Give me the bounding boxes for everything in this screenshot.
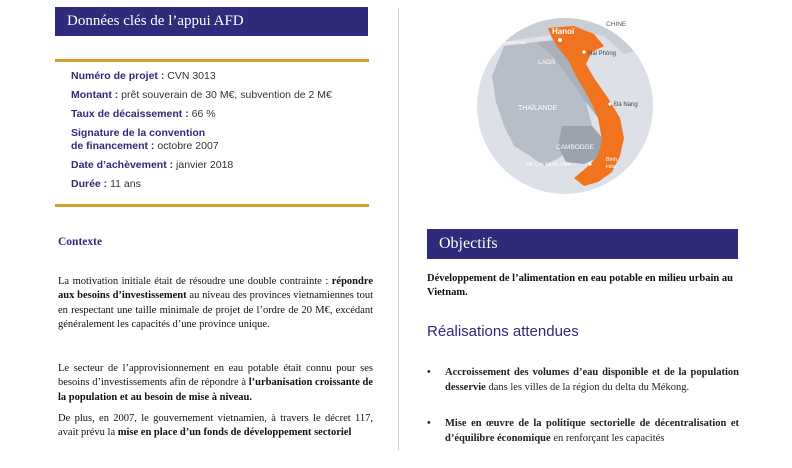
results-list bbox=[427, 366, 739, 468]
myanmar-label: BIRMANIE bbox=[504, 40, 526, 45]
amount-row: Montant : prêt souverain de 30 M€, subvention de 2 M€ bbox=[71, 89, 332, 101]
key-data-header: Données clés de l’appui AFD bbox=[55, 7, 368, 36]
haiphong-label: Hai Phòng bbox=[588, 51, 617, 57]
hanoi-marker bbox=[558, 38, 562, 42]
china-label: CHINE bbox=[606, 21, 627, 28]
duration-row: Durée : 11 ans bbox=[71, 178, 141, 190]
context-paragraph-2: Le secteur de l’approvisionnement en eau potable était connu pour ses besoins d’investissements afin de répondre à l’urbanisation croissante de la population et au besoin de mise à niveau. bbox=[58, 363, 373, 403]
results-title: Réalisations attendues bbox=[427, 323, 579, 340]
list-item: • Accroissement des volumes d’eau disponible et de la population desservie dans les villes de la région du delta du Mékong. bbox=[427, 366, 739, 395]
hcmc-marker bbox=[588, 162, 591, 165]
key-data-top-rule bbox=[55, 59, 369, 62]
context-title: Contexte bbox=[58, 236, 103, 248]
binhhoa-label-1: Binh bbox=[606, 157, 618, 163]
disbursement-row: Taux de décaissement : 66 % bbox=[71, 108, 216, 120]
cambodia-label: CAMBODGE bbox=[556, 144, 594, 151]
list-item: • Mise en œuvre de la politique sectorielle de décentralisation et d’équilibre économique en renforçant les capacités bbox=[427, 417, 739, 446]
hanoi-label: Hanoï bbox=[552, 27, 575, 36]
haiphong-marker bbox=[582, 50, 585, 53]
objectives-goal: Développement de l’alimentation en eau potable en milieu urbain au Vietnam. bbox=[427, 273, 733, 298]
signature-row: Signature de la convention de financement : octobre 2007 bbox=[71, 127, 219, 152]
danang-label: Đà Nang bbox=[614, 102, 638, 108]
project-number-row: Numéro de projet : CVN 3013 bbox=[71, 70, 216, 82]
hcmc-label: Hô Chi Minh-Ville bbox=[526, 162, 571, 168]
column-divider bbox=[398, 8, 399, 450]
objectives-header: Objectifs bbox=[427, 229, 738, 259]
thailand-label: THAÏLANDE bbox=[518, 105, 558, 112]
vietnam-map bbox=[474, 6, 656, 206]
key-data-list bbox=[71, 70, 371, 197]
completion-row: Date d’achèvement : janvier 2018 bbox=[71, 159, 234, 171]
context-paragraph-3: De plus, en 2007, le gouvernement vietnamien, à travers le décret 117, avait prévu la mise en place d’un fonds de développement sectoriel bbox=[58, 413, 373, 439]
key-data-bottom-rule bbox=[55, 204, 369, 207]
laos-label: LAOS bbox=[538, 59, 556, 66]
bullet-icon: • bbox=[427, 367, 431, 378]
bullet-icon: • bbox=[427, 418, 431, 429]
binhhoa-label-2: Hòa bbox=[606, 164, 617, 170]
context-paragraph-1: La motivation initiale était de résoudre une double contrainte : répondre aux besoins d’investissement au niveau des provinces vietnamiennes tout en respectant une taille minimale de projet de l’ordre de 20 M€, excédant généralement les capacités d’une province unique. bbox=[58, 276, 373, 330]
danang-marker bbox=[608, 102, 611, 105]
